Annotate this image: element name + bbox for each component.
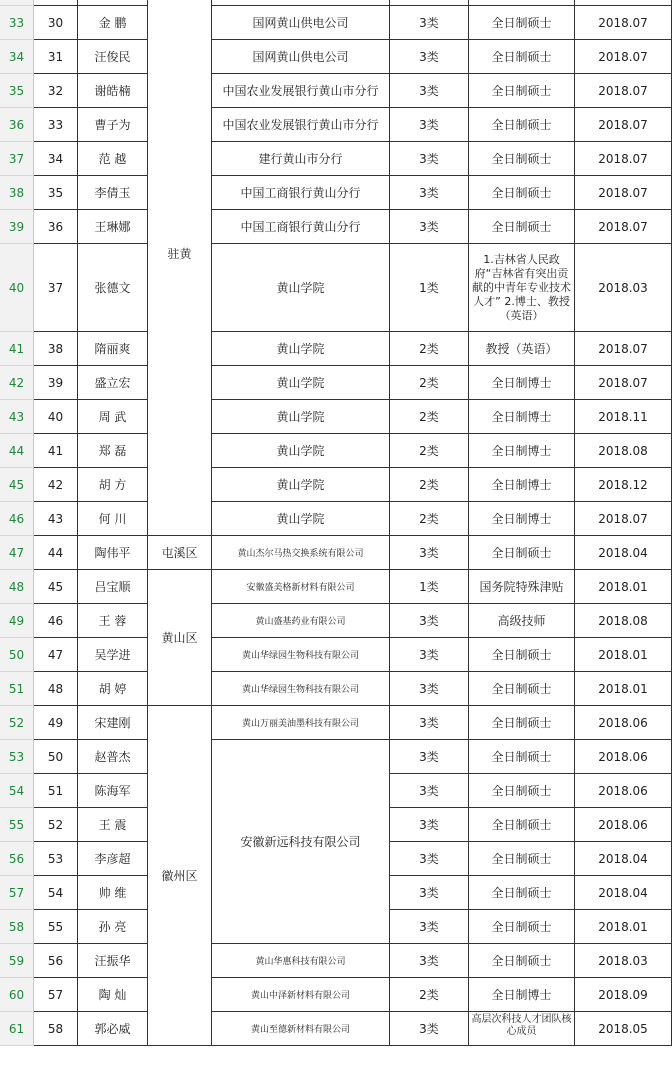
date: 2018.04 — [575, 536, 672, 570]
name: 宋建刚 — [78, 706, 148, 740]
row-header[interactable]: 55 — [0, 808, 34, 842]
condition: 全日制硕士 — [469, 142, 575, 176]
category: 3类 — [390, 808, 469, 842]
serial-number: 35 — [34, 176, 78, 210]
unit: 黄山学院 — [212, 400, 390, 434]
date: 2018.12 — [575, 468, 672, 502]
serial-number: 47 — [34, 638, 78, 672]
serial-number: 49 — [34, 706, 78, 740]
serial-number: 36 — [34, 210, 78, 244]
serial-number: 32 — [34, 74, 78, 108]
name: 范 越 — [78, 142, 148, 176]
name: 陈海军 — [78, 774, 148, 808]
serial-number: 38 — [34, 332, 78, 366]
category: 3类 — [390, 910, 469, 944]
date: 2018.06 — [575, 808, 672, 842]
row-header[interactable]: 48 — [0, 570, 34, 604]
condition: 教授（英语） — [469, 332, 575, 366]
area-cell: 黄山区 — [148, 570, 212, 706]
condition: 高层次科技人才团队核心成员 — [469, 1012, 575, 1046]
name: 周 武 — [78, 400, 148, 434]
category: 3类 — [390, 740, 469, 774]
row-header[interactable]: 59 — [0, 944, 34, 978]
serial-number: 37 — [34, 244, 78, 332]
row-header[interactable]: 45 — [0, 468, 34, 502]
name: 王 震 — [78, 808, 148, 842]
category: 2类 — [390, 468, 469, 502]
category: 1类 — [390, 244, 469, 332]
unit: 国网黄山供电公司 — [212, 6, 390, 40]
date: 2018.01 — [575, 638, 672, 672]
category: 3类 — [390, 74, 469, 108]
row-header[interactable]: 36 — [0, 108, 34, 142]
unit: 黄山学院 — [212, 244, 390, 332]
unit: 建行黄山市分行 — [212, 142, 390, 176]
date: 2018.03 — [575, 944, 672, 978]
serial-number: 46 — [34, 604, 78, 638]
condition: 全日制硕士 — [469, 40, 575, 74]
date: 2018.07 — [575, 108, 672, 142]
unit: 黄山学院 — [212, 332, 390, 366]
serial-number: 44 — [34, 536, 78, 570]
name: 李彦超 — [78, 842, 148, 876]
name: 赵普杰 — [78, 740, 148, 774]
condition: 全日制博士 — [469, 434, 575, 468]
area-cell: 驻黄 — [148, 0, 212, 536]
condition: 全日制硕士 — [469, 842, 575, 876]
condition: 全日制博士 — [469, 366, 575, 400]
date: 2018.01 — [575, 910, 672, 944]
serial-number: 31 — [34, 40, 78, 74]
condition: 全日制博士 — [469, 502, 575, 536]
row-header[interactable]: 60 — [0, 978, 34, 1012]
name: 何 川 — [78, 502, 148, 536]
row-header[interactable]: 34 — [0, 40, 34, 74]
serial-number: 58 — [34, 1012, 78, 1046]
row-header[interactable]: 37 — [0, 142, 34, 176]
area-cell: 屯溪区 — [148, 536, 212, 570]
area-cell: 徽州区 — [148, 706, 212, 1046]
date: 2018.05 — [575, 1012, 672, 1046]
row-header[interactable]: 41 — [0, 332, 34, 366]
condition: 全日制硕士 — [469, 706, 575, 740]
unit: 黄山学院 — [212, 502, 390, 536]
row-header[interactable]: 46 — [0, 502, 34, 536]
name: 王琳娜 — [78, 210, 148, 244]
serial-number: 57 — [34, 978, 78, 1012]
date: 2018.07 — [575, 176, 672, 210]
row-header[interactable]: 44 — [0, 434, 34, 468]
condition: 全日制硕士 — [469, 910, 575, 944]
category: 3类 — [390, 672, 469, 706]
category: 3类 — [390, 176, 469, 210]
condition: 全日制硕士 — [469, 176, 575, 210]
condition: 全日制硕士 — [469, 672, 575, 706]
category: 2类 — [390, 366, 469, 400]
row-header[interactable]: 33 — [0, 6, 34, 40]
unit-merged: 安徽新远科技有限公司 — [212, 740, 390, 944]
category: 1类 — [390, 570, 469, 604]
category: 2类 — [390, 502, 469, 536]
date: 2018.06 — [575, 774, 672, 808]
category: 3类 — [390, 536, 469, 570]
row-header[interactable]: 38 — [0, 176, 34, 210]
name: 郑 磊 — [78, 434, 148, 468]
row-header[interactable]: 57 — [0, 876, 34, 910]
unit: 中国工商银行黄山分行 — [212, 176, 390, 210]
unit: 黄山学院 — [212, 434, 390, 468]
name: 汪振华 — [78, 944, 148, 978]
row-header[interactable]: 51 — [0, 672, 34, 706]
row-header[interactable]: 42 — [0, 366, 34, 400]
condition: 1.吉林省人民政府“吉林省有突出贡献的中青年专业技术人才” 2.博士、教授（英语） — [469, 244, 575, 332]
condition: 全日制硕士 — [469, 774, 575, 808]
row-header[interactable]: 61 — [0, 1012, 34, 1046]
row-header[interactable]: 49 — [0, 604, 34, 638]
date: 2018.09 — [575, 978, 672, 1012]
category: 3类 — [390, 604, 469, 638]
unit: 黄山至德新材料有限公司 — [212, 1012, 390, 1046]
unit: 中国农业发展银行黄山市分行 — [212, 108, 390, 142]
unit: 中国工商银行黄山分行 — [212, 210, 390, 244]
category: 3类 — [390, 6, 469, 40]
date: 2018.07 — [575, 142, 672, 176]
condition: 全日制硕士 — [469, 740, 575, 774]
name: 胡 方 — [78, 468, 148, 502]
serial-number: 54 — [34, 876, 78, 910]
name: 帅 维 — [78, 876, 148, 910]
serial-number: 51 — [34, 774, 78, 808]
name: 谢皓楠 — [78, 74, 148, 108]
date: 2018.06 — [575, 706, 672, 740]
row-header[interactable]: 58 — [0, 910, 34, 944]
category: 3类 — [390, 842, 469, 876]
row-header[interactable]: 40 — [0, 244, 34, 332]
serial-number: 40 — [34, 400, 78, 434]
serial-number: 53 — [34, 842, 78, 876]
date: 2018.08 — [575, 604, 672, 638]
name: 隋丽爽 — [78, 332, 148, 366]
row-header[interactable]: 50 — [0, 638, 34, 672]
serial-number: 39 — [34, 366, 78, 400]
serial-number: 52 — [34, 808, 78, 842]
category: 2类 — [390, 434, 469, 468]
condition: 高级技师 — [469, 604, 575, 638]
category: 2类 — [390, 400, 469, 434]
category: 3类 — [390, 944, 469, 978]
serial-number: 33 — [34, 108, 78, 142]
category: 2类 — [390, 332, 469, 366]
serial-number: 45 — [34, 570, 78, 604]
date: 2018.07 — [575, 366, 672, 400]
category: 3类 — [390, 210, 469, 244]
serial-number: 56 — [34, 944, 78, 978]
unit: 国网黄山供电公司 — [212, 40, 390, 74]
name: 胡 婷 — [78, 672, 148, 706]
serial-number: 42 — [34, 468, 78, 502]
category: 3类 — [390, 40, 469, 74]
unit: 黄山盛基药业有限公司 — [212, 604, 390, 638]
serial-number: 34 — [34, 142, 78, 176]
condition: 全日制硕士 — [469, 108, 575, 142]
unit: 黄山华绿园生物科技有限公司 — [212, 638, 390, 672]
row-header[interactable]: 35 — [0, 74, 34, 108]
date: 2018.06 — [575, 740, 672, 774]
category: 3类 — [390, 1012, 469, 1046]
date: 2018.07 — [575, 74, 672, 108]
condition: 全日制硕士 — [469, 210, 575, 244]
row-header[interactable]: 52 — [0, 706, 34, 740]
name: 李倩玉 — [78, 176, 148, 210]
serial-number: 43 — [34, 502, 78, 536]
unit: 黄山华惠科技有限公司 — [212, 944, 390, 978]
condition: 全日制硕士 — [469, 638, 575, 672]
unit: 黄山万丽美油墨科技有限公司 — [212, 706, 390, 740]
condition: 全日制硕士 — [469, 808, 575, 842]
condition: 全日制硕士 — [469, 876, 575, 910]
date: 2018.07 — [575, 210, 672, 244]
serial-number: 41 — [34, 434, 78, 468]
unit: 中国农业发展银行黄山市分行 — [212, 74, 390, 108]
unit: 黄山学院 — [212, 366, 390, 400]
category: 3类 — [390, 638, 469, 672]
name: 陶 灿 — [78, 978, 148, 1012]
condition: 全日制硕士 — [469, 74, 575, 108]
name: 吕宝顺 — [78, 570, 148, 604]
condition: 国务院特殊津贴 — [469, 570, 575, 604]
unit: 黄山华绿园生物科技有限公司 — [212, 672, 390, 706]
date: 2018.07 — [575, 332, 672, 366]
condition: 全日制硕士 — [469, 944, 575, 978]
date: 2018.07 — [575, 502, 672, 536]
serial-number: 30 — [34, 6, 78, 40]
category: 2类 — [390, 978, 469, 1012]
condition: 全日制博士 — [469, 400, 575, 434]
category: 3类 — [390, 108, 469, 142]
row-header[interactable]: 39 — [0, 210, 34, 244]
name: 王 蓉 — [78, 604, 148, 638]
condition: 全日制博士 — [469, 468, 575, 502]
row-header[interactable]: 53 — [0, 740, 34, 774]
unit: 黄山杰尔马热交换系统有限公司 — [212, 536, 390, 570]
row-header[interactable]: 47 — [0, 536, 34, 570]
name: 郭必威 — [78, 1012, 148, 1046]
category: 3类 — [390, 774, 469, 808]
date: 2018.01 — [575, 672, 672, 706]
date: 2018.01 — [575, 570, 672, 604]
condition: 全日制硕士 — [469, 536, 575, 570]
date: 2018.04 — [575, 876, 672, 910]
row-header[interactable]: 56 — [0, 842, 34, 876]
serial-number: 48 — [34, 672, 78, 706]
category: 3类 — [390, 876, 469, 910]
name: 曹子为 — [78, 108, 148, 142]
name: 金 鹏 — [78, 6, 148, 40]
row-header[interactable]: 43 — [0, 400, 34, 434]
unit: 安徽盛美格新材料有限公司 — [212, 570, 390, 604]
name: 吴学进 — [78, 638, 148, 672]
name: 盛立宏 — [78, 366, 148, 400]
category: 3类 — [390, 706, 469, 740]
unit: 黄山学院 — [212, 468, 390, 502]
name: 陶伟平 — [78, 536, 148, 570]
date: 2018.04 — [575, 842, 672, 876]
serial-number: 55 — [34, 910, 78, 944]
row-header[interactable]: 54 — [0, 774, 34, 808]
date: 2018.07 — [575, 40, 672, 74]
date: 2018.07 — [575, 6, 672, 40]
name: 汪俊民 — [78, 40, 148, 74]
date: 2018.11 — [575, 400, 672, 434]
name: 孙 亮 — [78, 910, 148, 944]
condition: 全日制硕士 — [469, 6, 575, 40]
unit: 黄山中泽新材料有限公司 — [212, 978, 390, 1012]
serial-number: 50 — [34, 740, 78, 774]
name: 张德文 — [78, 244, 148, 332]
category: 3类 — [390, 142, 469, 176]
date: 2018.08 — [575, 434, 672, 468]
date: 2018.03 — [575, 244, 672, 332]
condition: 全日制博士 — [469, 978, 575, 1012]
